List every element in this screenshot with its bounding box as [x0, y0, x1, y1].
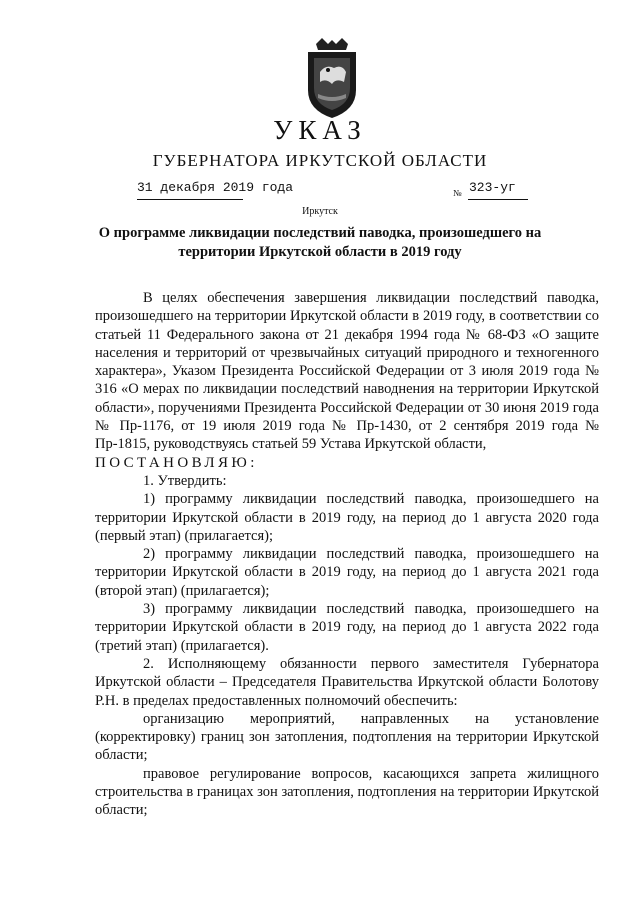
- document-title: УКАЗ: [273, 115, 367, 145]
- postanovlyayu-word: ПОСТАНОВЛЯЮ:: [95, 454, 258, 471]
- item-1: 1. Утвердить:: [143, 472, 227, 489]
- document-number: 323-уг: [469, 180, 516, 195]
- item-1-2: 2) программу ликвидации последствий паводка, произошедшего на территории Иркутской области в 2019 году, на период до 1 августа 2021 года (второй этап) (прилагается);: [95, 546, 599, 599]
- number-sign: №: [453, 188, 462, 198]
- document-heading: [0, 224, 640, 262]
- item-2: 2. Исполняющему обязанности первого заместителя Губернатора Иркутской области – Председателя Правительства Иркутской области Болотову Р.Н. в пределах предоставленных полномочий обеспечить:: [95, 655, 599, 709]
- document-date: 31 декабря 2019 года: [137, 180, 294, 195]
- item-2-a: организацию мероприятий, направленных на установление (корректировку) границ зон затопления, подтопления на территории Иркутской области;: [95, 710, 599, 764]
- intro-paragraph: В целях обеспечения завершения ликвидации последствий паводка, произошедшего на территории Иркутской области в 2019 году, в соответствии со статьей 11 Федерального закона от 21 декабря 1994 года № 68-ФЗ «О защите населения и территорий от чрезвычайных ситуаций природного и техногенного характера», Указом Президента Российской Федерации от 3 июля 2019 года № 316 «О мерах по ликвидации последствий наводнения на территории Иркутской области», поручениями Президента Российской Федерации от 30 июня 2019 года № Пр-1176, от 19 июля 2019 года № Пр-1430, от 2 сентября 2019 года № Пр-1815, руководствуясь статьей 59 Устава Иркутской области,: [95, 290, 599, 453]
- document-city: Иркутск: [302, 206, 338, 217]
- coat-of-arms-emblem: [304, 38, 360, 118]
- document-body: [95, 289, 599, 820]
- item-2-b: правовое регулирование вопросов, касающихся запрета жилищного строительства в границах зон затопления, подтопления на территории Иркутской области;: [95, 765, 599, 819]
- heading-line-2: территории Иркутской области в 2019 году: [178, 244, 462, 260]
- item-1-3: 3) программу ликвидации последствий паводка, произошедшего на территории Иркутской области в 2019 году, на период до 1 августа 2022 года (третий этап) (прилагается).: [95, 601, 599, 654]
- heading-line-1: О программе ликвидации последствий паводка, произошедшего на: [98, 225, 542, 241]
- date-underline: [137, 199, 243, 200]
- number-underline: [468, 199, 528, 200]
- document-subtitle: ГУБЕРНАТОРА ИРКУТСКОЙ ОБЛАСТИ: [152, 151, 488, 170]
- item-1-1: 1) программу ликвидации последствий паводка, произошедшего на территории Иркутской области в 2019 году, на период до 1 августа 2020 года (первый этап) (прилагается);: [95, 491, 599, 544]
